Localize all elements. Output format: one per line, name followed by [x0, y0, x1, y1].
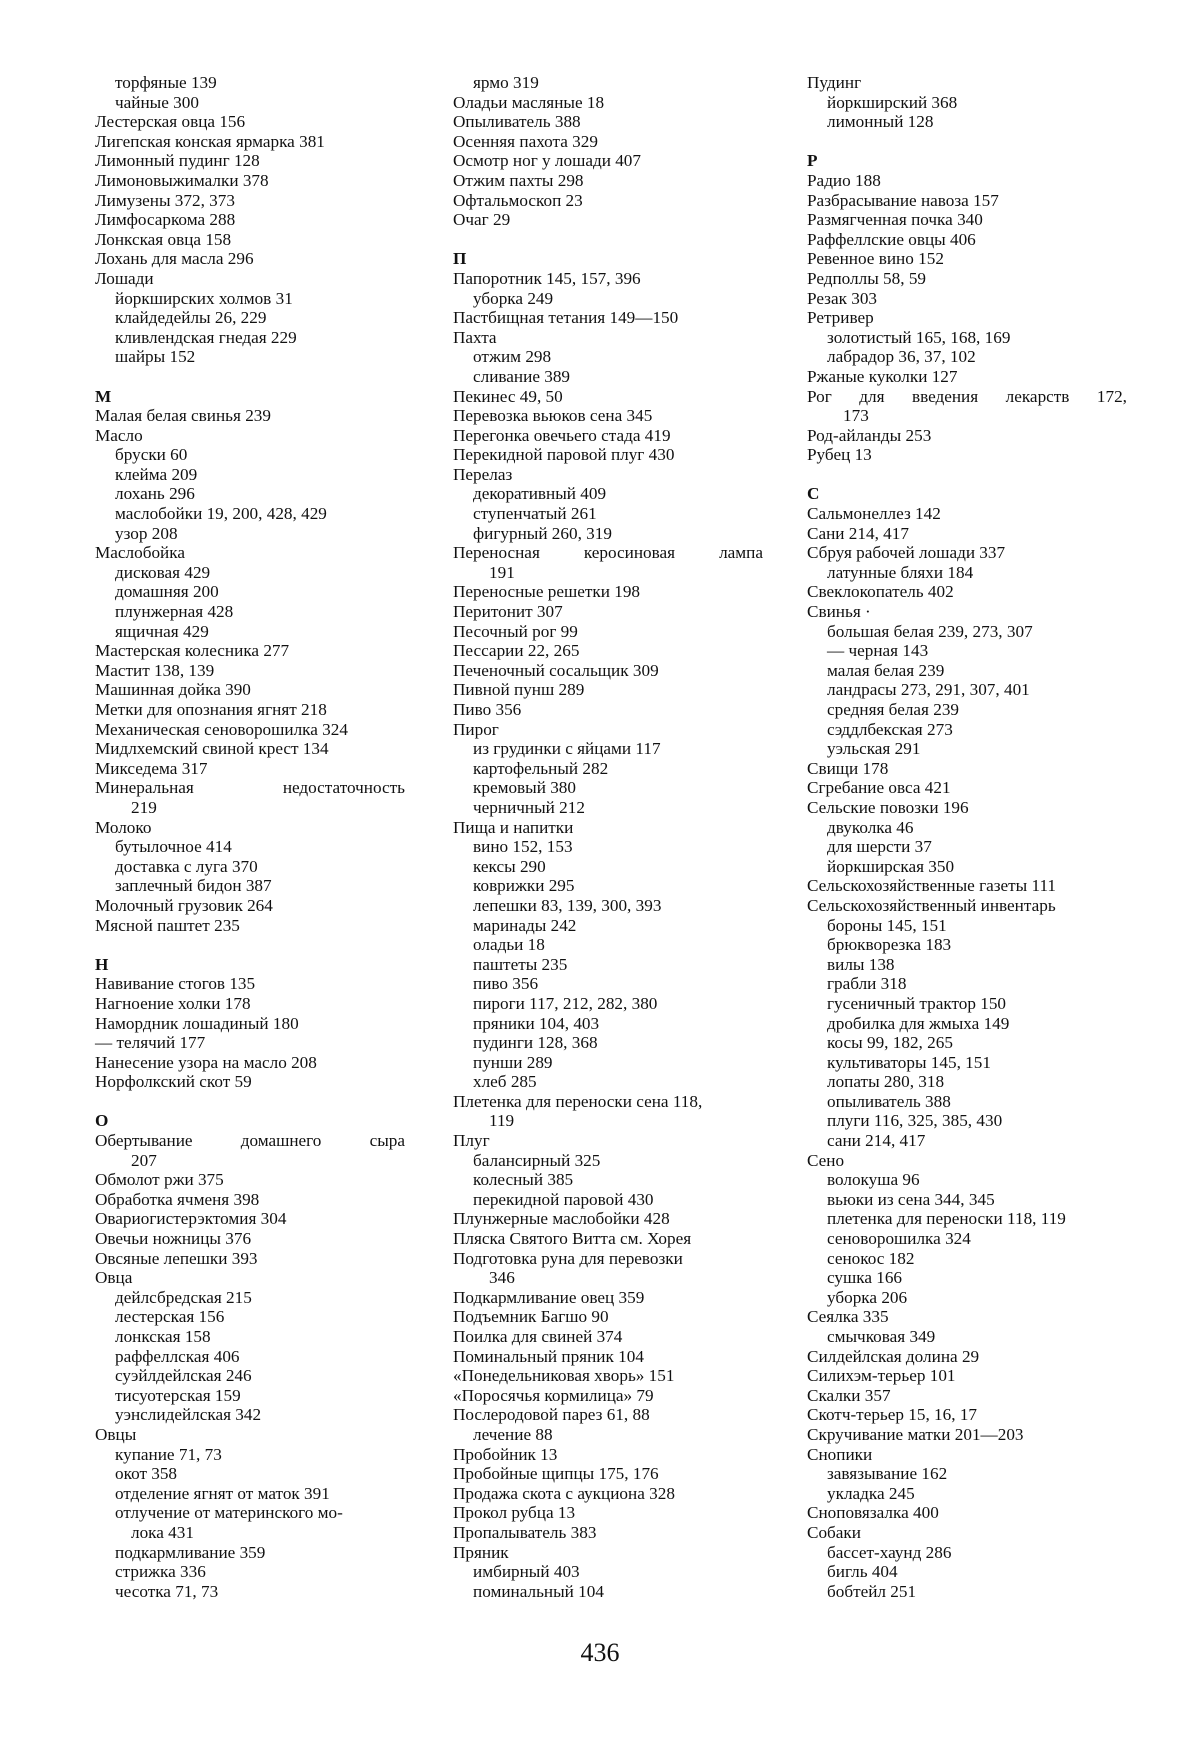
index-subentry: уборка 249	[473, 288, 554, 308]
index-subentry: косы 99, 182, 265	[827, 1033, 953, 1053]
index-entry: Размягченная почка 340	[807, 210, 983, 230]
index-subentry: грабли 318	[827, 974, 907, 994]
section-gap	[807, 132, 1127, 152]
index-entry: Поилка для свиней 374	[453, 1327, 623, 1346]
index-entry: Раффеллские овцы 406	[807, 229, 976, 249]
index-entry: Мастерская колесника 277	[95, 641, 290, 661]
index-entry: Сельские повозки 196	[807, 797, 969, 817]
index-subentry: пудинги 128, 368	[473, 1033, 598, 1053]
index-subentry: ландрасы 273, 291, 307, 401	[827, 680, 1030, 700]
index-subentry: оладьи 18	[473, 935, 545, 955]
index-entry: Овца	[95, 1268, 133, 1288]
index-subentry: черничный 212	[473, 797, 585, 817]
index-subentry: дейлсбредская 215	[115, 1287, 252, 1307]
index-column-2	[453, 73, 763, 1601]
index-subentry: опыливатель 388	[827, 1091, 951, 1111]
index-entry: Песочный рог 99	[453, 621, 578, 641]
index-subentry: смычковая 349	[827, 1327, 936, 1346]
index-subentry: поминальный 104	[473, 1581, 604, 1601]
index-entry: Намордник лошадиный 180	[95, 1013, 299, 1033]
index-entry: Пирог	[453, 719, 499, 739]
index-subentry: большая белая 239, 273, 307	[827, 621, 1033, 641]
index-subentry: лонкская 158	[115, 1327, 211, 1346]
index-subentry: дробилка для жмыха 149	[827, 1013, 1010, 1033]
index-subentry: декоративный 409	[473, 484, 607, 504]
index-subentry: 119	[489, 1111, 515, 1131]
index-subentry: бобтейл 251	[827, 1581, 917, 1601]
index-entry: Сбруя рабочей лошади 337	[807, 543, 1006, 563]
index-subentry: сэддлбекская 273	[827, 719, 953, 739]
index-subentry: лока 431	[131, 1522, 194, 1542]
index-entry: Пессарии 22, 265	[453, 641, 580, 661]
index-subentry: лохань 296	[115, 484, 195, 504]
index-entry: Перегонка овечьего стада 419	[453, 425, 671, 445]
page-number: 436	[580, 1638, 620, 1667]
section-gap	[807, 465, 1127, 485]
index-subentry: 173	[843, 406, 869, 426]
index-entry: Пудинг	[807, 73, 862, 92]
index-subentry: культиваторы 145, 151	[827, 1052, 991, 1072]
index-subentry: узор 208	[115, 523, 178, 543]
section-gap	[95, 1092, 405, 1112]
section-letter: М	[95, 386, 112, 406]
index-subentry: заплечный бидон 387	[115, 876, 272, 896]
index-subentry: уэнслидейлская 342	[115, 1405, 262, 1425]
index-subentry: торфяные 139	[115, 73, 217, 92]
index-subentry: дисковая 429	[115, 562, 211, 582]
index-entry: Отжим пахты 298	[453, 170, 584, 190]
index-entry: «Поросячья кормилица» 79	[453, 1385, 654, 1405]
index-entry: Лимфосаркома 288	[95, 210, 236, 230]
index-entry: Осенняя пахота 329	[453, 131, 598, 151]
index-entry: Молочный грузовик 264	[95, 895, 273, 915]
index-subentry: лестерская 156	[115, 1307, 225, 1327]
index-entry: Нанесение узора на масло 208	[95, 1052, 317, 1072]
index-entry: Пробойные щипцы 175, 176	[453, 1464, 659, 1484]
index-subentry: подкармливание 359	[115, 1542, 266, 1562]
index-entry: Метки для опознания ягнят 218	[95, 700, 327, 719]
index-entry: Сеялка 335	[807, 1307, 889, 1327]
index-entry: Микседема 317	[95, 758, 208, 778]
index-subentry: окот 358	[115, 1464, 178, 1484]
index-entry: Пиво 356	[453, 700, 522, 719]
index-subentry: сани 214, 417	[827, 1131, 926, 1151]
index-entry: Малая белая свинья 239	[95, 406, 271, 426]
index-subentry: лечение 88	[473, 1424, 553, 1444]
index-entry: Навивание стогов 135	[95, 974, 256, 994]
index-entry: Плетенка для переноски сена 118,	[453, 1091, 703, 1111]
index-entry: Механическая сеноворошилка 324	[95, 719, 348, 739]
index-entry: — телячий 177	[95, 1033, 206, 1053]
index-subentry: уборка 206	[827, 1287, 908, 1307]
index-entry: Плунжерные маслобойки 428	[453, 1209, 670, 1229]
index-subentry: латунные бляхи 184	[827, 562, 974, 582]
index-entry: Свищи 178	[807, 758, 889, 778]
index-entry: Скалки 357	[807, 1385, 891, 1405]
index-entry: «Понедельниковая хворь» 151	[453, 1366, 675, 1386]
index-entry: Поминальный пряник 104	[453, 1346, 644, 1366]
index-subentry: бигль 404	[827, 1562, 898, 1582]
index-entry: Обертывание домашнего сыра	[95, 1131, 405, 1151]
index-subentry: ярмо 319	[473, 73, 539, 92]
index-subentry: — черная 143	[827, 641, 929, 661]
index-subentry: имбирный 403	[473, 1562, 580, 1582]
index-subentry: плуги 116, 325, 385, 430	[827, 1111, 1003, 1131]
index-entry: Пропалыватель 383	[453, 1522, 597, 1542]
index-entry: Свеклокопатель 402	[807, 582, 954, 602]
index-subentry: лопаты 280, 318	[827, 1072, 945, 1092]
index-subentry: пироги 117, 212, 282, 380	[473, 993, 658, 1013]
index-entry: Лестерская овца 156	[95, 112, 246, 132]
index-entry: Перевозка вьюков сена 345	[453, 406, 653, 426]
index-entry: Свинья ·	[807, 602, 871, 622]
index-entry: Лонкская овца 158	[95, 229, 232, 249]
index-entry: Пекинес 49, 50	[453, 386, 563, 406]
index-subentry: лепешки 83, 139, 300, 393	[473, 895, 662, 915]
index-subentry: вино 152, 153	[473, 837, 573, 857]
index-subentry: тисуотерская 159	[115, 1385, 241, 1405]
index-subentry: сенокос 182	[827, 1248, 915, 1268]
index-subentry: брюкворезка 183	[827, 935, 952, 955]
index-entry: Норфолкский скот 59	[95, 1072, 252, 1092]
index-entry: Пища и напитки	[453, 817, 574, 837]
section-gap	[453, 230, 763, 250]
index-entry: Лохань для масла 296	[95, 249, 254, 269]
index-entry: Подъемник Багшо 90	[453, 1307, 609, 1327]
index-subentry: 191	[489, 562, 515, 582]
index-entry: Подкармливание овец 359	[453, 1287, 645, 1307]
index-entry: Сальмонеллез 142	[807, 504, 941, 524]
index-entry: Мастит 138, 139	[95, 660, 215, 680]
index-entry: Пряник	[453, 1542, 509, 1562]
index-subentry: отжим 298	[473, 347, 552, 367]
index-subentry: колесный 385	[473, 1170, 574, 1190]
index-subentry: фигурный 260, 319	[473, 523, 612, 543]
index-subentry: шайры 152	[115, 347, 196, 367]
index-entry: Нагноение холки 178	[95, 993, 251, 1013]
index-entry: Плуг	[453, 1131, 490, 1151]
index-entry: Обмолот ржи 375	[95, 1170, 224, 1190]
index-entry: Снопики	[807, 1444, 873, 1464]
index-entry: Пахта	[453, 327, 497, 347]
index-subentry: плетенка для переноски 118, 119	[827, 1209, 1066, 1229]
index-entry: Опыливатель 388	[453, 112, 581, 132]
index-subentry: вилы 138	[827, 954, 895, 974]
index-entry: Молоко	[95, 817, 152, 837]
index-entry: Овсяные лепешки 393	[95, 1248, 258, 1268]
index-entry: Скручивание матки 201—203	[807, 1424, 1024, 1444]
index-subentry: отделение ягнят от маток 391	[115, 1483, 330, 1503]
index-subentry: гусеничный трактор 150	[827, 993, 1007, 1013]
section-letter: Р	[807, 151, 818, 171]
index-subentry: двуколка 46	[827, 817, 914, 837]
index-subentry: бассет-хаунд 286	[827, 1542, 952, 1562]
index-entry: Пляска Святого Витта см. Хорея	[453, 1229, 692, 1249]
index-entry: Осмотр ног у лошади 407	[453, 151, 641, 171]
index-entry: Лигепская конская ярмарка 381	[95, 131, 325, 151]
index-subentry: йоркширских холмов 31	[115, 288, 293, 308]
index-entry: Очаг 29	[453, 210, 511, 230]
index-entry: Редполлы 58, 59	[807, 268, 927, 288]
index-entry: Сельскохозяйственные газеты 111	[807, 876, 1057, 896]
index-subentry: перекидной паровой 430	[473, 1189, 654, 1209]
index-subentry: отлучение от материнского мо-	[115, 1503, 343, 1523]
section-letter: С	[807, 484, 820, 504]
index-entry: Силдейлская долина 29	[807, 1346, 980, 1366]
index-entry: Обработка ячменя 398	[95, 1189, 260, 1209]
index-entry: Сани 214, 417	[807, 523, 909, 543]
index-subentry: йоркширский 368	[827, 92, 958, 112]
index-entry: Разбрасывание навоза 157	[807, 190, 999, 210]
index-entry: Печеночный сосальщик 309	[453, 660, 659, 680]
index-entry: Сгребание овса 421	[807, 778, 951, 798]
index-entry: Мясной паштет 235	[95, 915, 240, 935]
section-gap	[95, 367, 405, 387]
index-subentry: сеноворошилка 324	[827, 1229, 971, 1249]
section-gap	[95, 935, 405, 955]
section-letter: П	[453, 249, 467, 269]
index-entry: Лимонный пудинг 128	[95, 151, 260, 171]
index-entry: Силихэм-терьер 101	[807, 1366, 956, 1386]
index-entry: Скотч-терьер 15, 16, 17	[807, 1405, 978, 1425]
index-entry: Род-айланды 253	[807, 425, 932, 445]
index-subentry: сушка 166	[827, 1268, 903, 1288]
index-subentry: ступенчатый 261	[473, 504, 597, 524]
index-entry: Овцы	[95, 1424, 137, 1444]
index-entry: Переносная керосиновая лампа	[453, 543, 763, 563]
index-subentry: маслобойки 19, 200, 428, 429	[115, 504, 327, 524]
index-entry: Рог для введения лекарств 172,	[807, 386, 1127, 406]
index-subentry: картофельный 282	[473, 758, 609, 778]
index-entry: Ржаные куколки 127	[807, 366, 958, 386]
index-subentry: ящичная 429	[115, 621, 209, 641]
index-subentry: домашняя 200	[115, 582, 219, 602]
index-subentry: доставка с луга 370	[115, 856, 258, 876]
index-entry: Овариогистерэктомия 304	[95, 1209, 287, 1229]
index-entry: Пробойник 13	[453, 1444, 558, 1464]
index-subentry: купание 71, 73	[115, 1444, 222, 1464]
index-subentry: для шерсти 37	[827, 837, 932, 857]
index-entry: Пивной пунш 289	[453, 680, 585, 700]
index-subentry: клайдедейлы 26, 229	[115, 308, 267, 328]
index-subentry: уэльская 291	[827, 739, 921, 759]
index-subentry: 207	[131, 1150, 157, 1170]
section-letter: Н	[95, 954, 109, 974]
index-subentry: завязывание 162	[827, 1464, 948, 1484]
index-subentry: бруски 60	[115, 445, 188, 465]
index-subentry: маринады 242	[473, 915, 577, 935]
index-subentry: паштеты 235	[473, 954, 568, 974]
index-entry: Перелаз	[453, 464, 513, 484]
index-subentry: чесотка 71, 73	[115, 1581, 219, 1601]
index-entry: Собаки	[807, 1522, 861, 1542]
index-entry: Мидлхемский свиной крест 134	[95, 739, 329, 759]
index-subentry: стрижка 336	[115, 1562, 206, 1582]
index-entry: Перитонит 307	[453, 602, 563, 622]
index-entry: Лимузены 372, 373	[95, 190, 235, 210]
index-subentry: кремовый 380	[473, 778, 576, 798]
index-subentry: кливлендская гнедая 229	[115, 327, 297, 347]
index-subentry: пунши 289	[473, 1052, 553, 1072]
index-entry: Пастбищная тетания 149—150	[453, 308, 679, 328]
index-column-3	[807, 73, 1127, 1601]
index-entry: Переносные решетки 198	[453, 582, 641, 602]
index-entry: Радио 188	[807, 170, 881, 190]
index-subentry: хлеб 285	[473, 1072, 537, 1092]
index-subentry: кексы 290	[473, 856, 546, 876]
section-letter: О	[95, 1111, 109, 1131]
index-entry: Минеральная недостаточность	[95, 778, 405, 798]
index-entry: Продажа скота с аукциона 328	[453, 1483, 675, 1503]
index-subentry: бороны 145, 151	[827, 915, 947, 935]
index-subentry: пиво 356	[473, 974, 539, 994]
index-subentry: раффеллская 406	[115, 1346, 240, 1366]
index-subentry: чайные 300	[115, 92, 199, 112]
index-entry: Офтальмоскоп 23	[453, 190, 583, 210]
index-subentry: пряники 104, 403	[473, 1013, 600, 1033]
index-entry: Лошади	[95, 268, 154, 288]
index-entry: Овечьи ножницы 376	[95, 1229, 252, 1249]
index-subentry: суэйлдейлская 246	[115, 1366, 252, 1386]
index-entry: Послеродовой парез 61, 88	[453, 1405, 650, 1425]
index-subentry: волокуша 96	[827, 1170, 920, 1190]
index-subentry: балансирный 325	[473, 1150, 601, 1170]
index-entry: Оладьи масляные 18	[453, 92, 605, 112]
index-subentry: 346	[489, 1268, 515, 1288]
index-entry: Сноповязалка 400	[807, 1503, 939, 1523]
index-entry: Подготовка руна для перевозки	[453, 1248, 683, 1268]
index-entry: Рубец 13	[807, 445, 872, 465]
index-entry: Масло	[95, 425, 143, 445]
index-column-1	[95, 73, 405, 1601]
index-subentry: коврижки 295	[473, 876, 575, 896]
index-entry: Папоротник 145, 157, 396	[453, 268, 641, 288]
index-entry: Ревенное вино 152	[807, 249, 944, 269]
index-entry: Сено	[807, 1150, 845, 1170]
index-subentry: плунжерная 428	[115, 602, 234, 622]
index-entry: Маслобойка	[95, 543, 185, 563]
index-entry: Лимоновыжималки 378	[95, 170, 269, 190]
index-subentry: клейма 209	[115, 464, 198, 484]
index-subentry: йоркширская 350	[827, 856, 955, 876]
index-entry: Прокол рубца 13	[453, 1503, 576, 1523]
index-entry: Сельскохозяйственный инвентарь	[807, 895, 1056, 915]
index-entry: Перекидной паровой плуг 430	[453, 445, 675, 465]
index-subentry: лимонный 128	[827, 112, 934, 132]
index-subentry: лабрадор 36, 37, 102	[827, 347, 976, 367]
index-entry: Резак 303	[807, 288, 878, 308]
index-entry: Машинная дойка 390	[95, 680, 251, 700]
index-subentry: бутылочное 414	[115, 837, 232, 857]
index-subentry: вьюки из сена 344, 345	[827, 1189, 995, 1209]
index-subentry: малая белая 239	[827, 660, 945, 680]
index-subentry: 219	[131, 797, 157, 817]
index-subentry: золотистый 165, 168, 169	[827, 327, 1011, 347]
index-subentry: средняя белая 239	[827, 700, 960, 719]
index-entry: Ретривер	[807, 308, 874, 328]
index-subentry: укладка 245	[827, 1483, 915, 1503]
index-subentry: из грудинки с яйцами 117	[473, 739, 661, 759]
index-subentry: сливание 389	[473, 366, 571, 386]
